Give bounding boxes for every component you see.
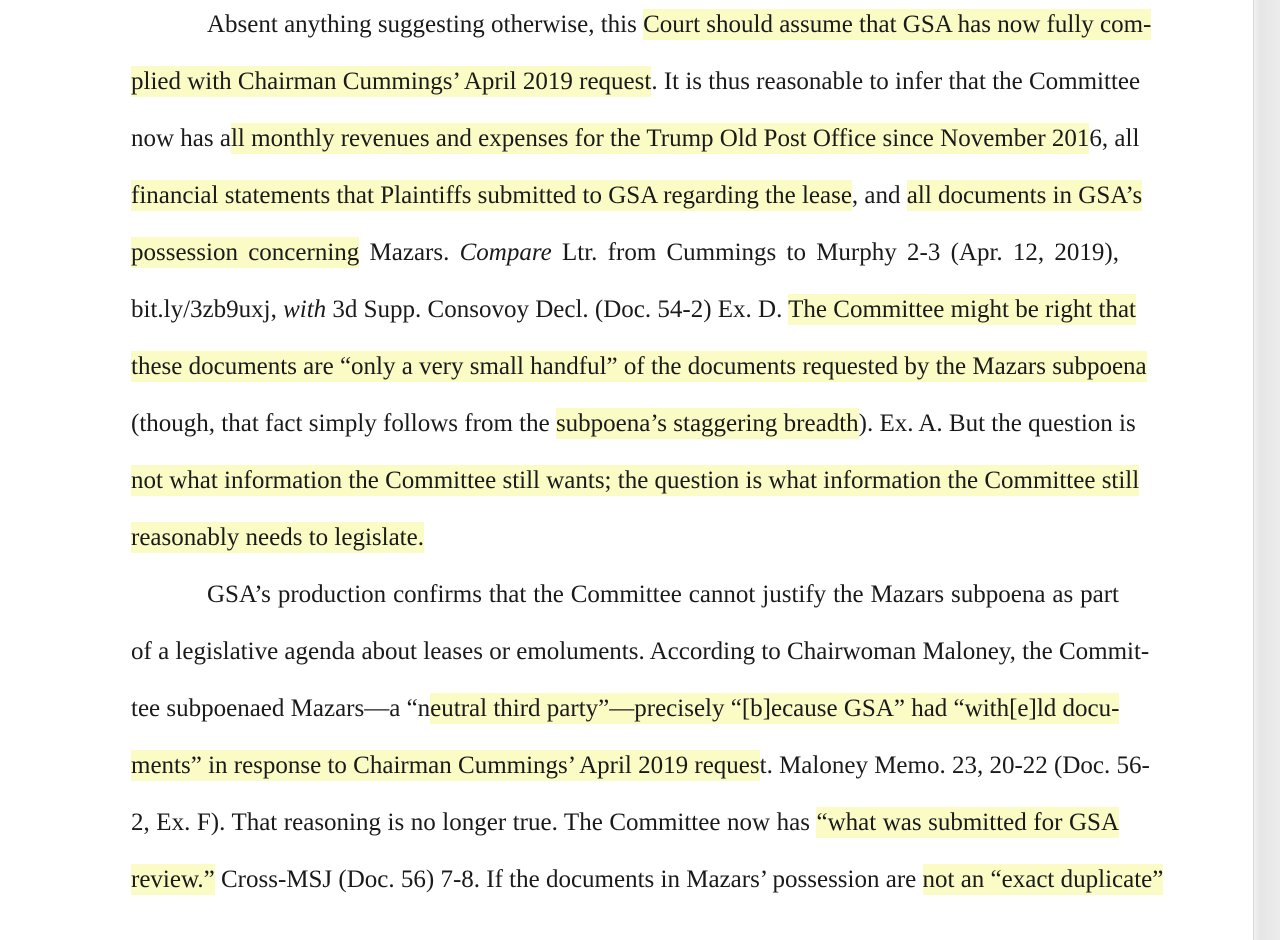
text-line: [131, 692, 1119, 726]
text-segment: GSA’s production confirms that the Committee cannot justify the Mazars subpoena as part: [207, 581, 1119, 608]
highlighted-text: “what was submitted for GSA: [816, 809, 1119, 836]
text-segment: 6, all: [1089, 125, 1140, 152]
text-segment: tee subpoenaed Mazars—a “n: [131, 695, 431, 722]
text-line: [131, 464, 1140, 498]
highlighted-text: subpoena’s staggering breadth: [555, 410, 859, 437]
text-line: [131, 65, 1141, 99]
text-line: [131, 521, 1119, 555]
text-segment: Absent anything suggesting otherwise, this: [207, 11, 644, 38]
highlighted-text: not what information the Committee still wants; the question is what information the Committee still: [131, 467, 1140, 494]
highlighted-text: financial statements that Plaintiffs submitted to GSA regarding the lease: [131, 182, 852, 209]
text-line: [131, 122, 1140, 156]
highlighted-text: not an “exact duplicate”: [922, 866, 1164, 893]
text-segment: now has a: [131, 125, 231, 152]
text-segment: with: [283, 296, 327, 323]
text-segment: t. Maloney Memo. 23, 20-22 (Doc. 56-: [759, 752, 1150, 779]
text-segment: ). Ex. A. But the question is: [858, 410, 1136, 437]
text-line: [131, 407, 1136, 441]
text-segment: Ltr. from Cummings to Murphy 2-3 (Apr. 12, 2019),: [551, 239, 1119, 266]
highlighted-text: ments” in response to Chairman Cummings’ April 2019 reques: [131, 752, 760, 779]
text-line: [131, 635, 1150, 669]
text-segment: of a legislative agenda about leases or emoluments. According to Chairwoman Maloney, the Commit-: [131, 638, 1150, 665]
text-segment: Compare: [459, 239, 552, 266]
text-line: [131, 749, 1150, 783]
text-line: [131, 179, 1143, 213]
highlighted-text: reasonably needs to legislate.: [131, 524, 424, 551]
highlighted-text: ll monthly revenues and expenses for the Trump Old Post Office since November 201: [230, 125, 1090, 152]
highlighted-text: these documents are “only a very small handful” of the documents requested by the Mazars subpoena: [131, 353, 1147, 380]
text-line: [207, 578, 1119, 612]
text-segment: , and: [851, 182, 907, 209]
highlighted-text: possession concerning: [131, 239, 360, 266]
text-segment: 3d Supp. Consovoy Decl. (Doc. 54-2) Ex. D.: [326, 296, 789, 323]
scroll-gutter[interactable]: [1253, 0, 1280, 940]
highlighted-text: Court should assume that GSA has now fully com-: [643, 11, 1152, 38]
text-segment: . It is thus reasonable to infer that the Committee: [651, 68, 1141, 95]
text-line: [131, 863, 1164, 897]
text-segment: Cross-MSJ (Doc. 56) 7-8. If the documents in Mazars’ possession are: [214, 866, 923, 893]
highlighted-text: plied with Chairman Cummings’ April 2019 request: [131, 68, 652, 95]
text-segment: Mazars.: [359, 239, 460, 266]
highlighted-text: review.”: [131, 866, 215, 893]
text-line: [131, 293, 1137, 327]
highlighted-text: all documents in GSA’s: [906, 182, 1143, 209]
text-segment: (though, that fact simply follows from the: [131, 410, 556, 437]
text-line: [131, 236, 1119, 270]
highlighted-text: eutral third party”—precisely “[b]ecause GSA” had “with[e]ld docu-: [430, 695, 1120, 722]
text-line: [131, 350, 1147, 384]
highlighted-text: The Committee might be right that: [788, 296, 1137, 323]
text-line: [207, 8, 1152, 42]
text-segment: bit.ly/3zb9uxj,: [131, 296, 284, 323]
text-line: [131, 806, 1119, 840]
text-segment: 2, Ex. F). That reasoning is no longer true. The Committee now has: [131, 809, 817, 836]
